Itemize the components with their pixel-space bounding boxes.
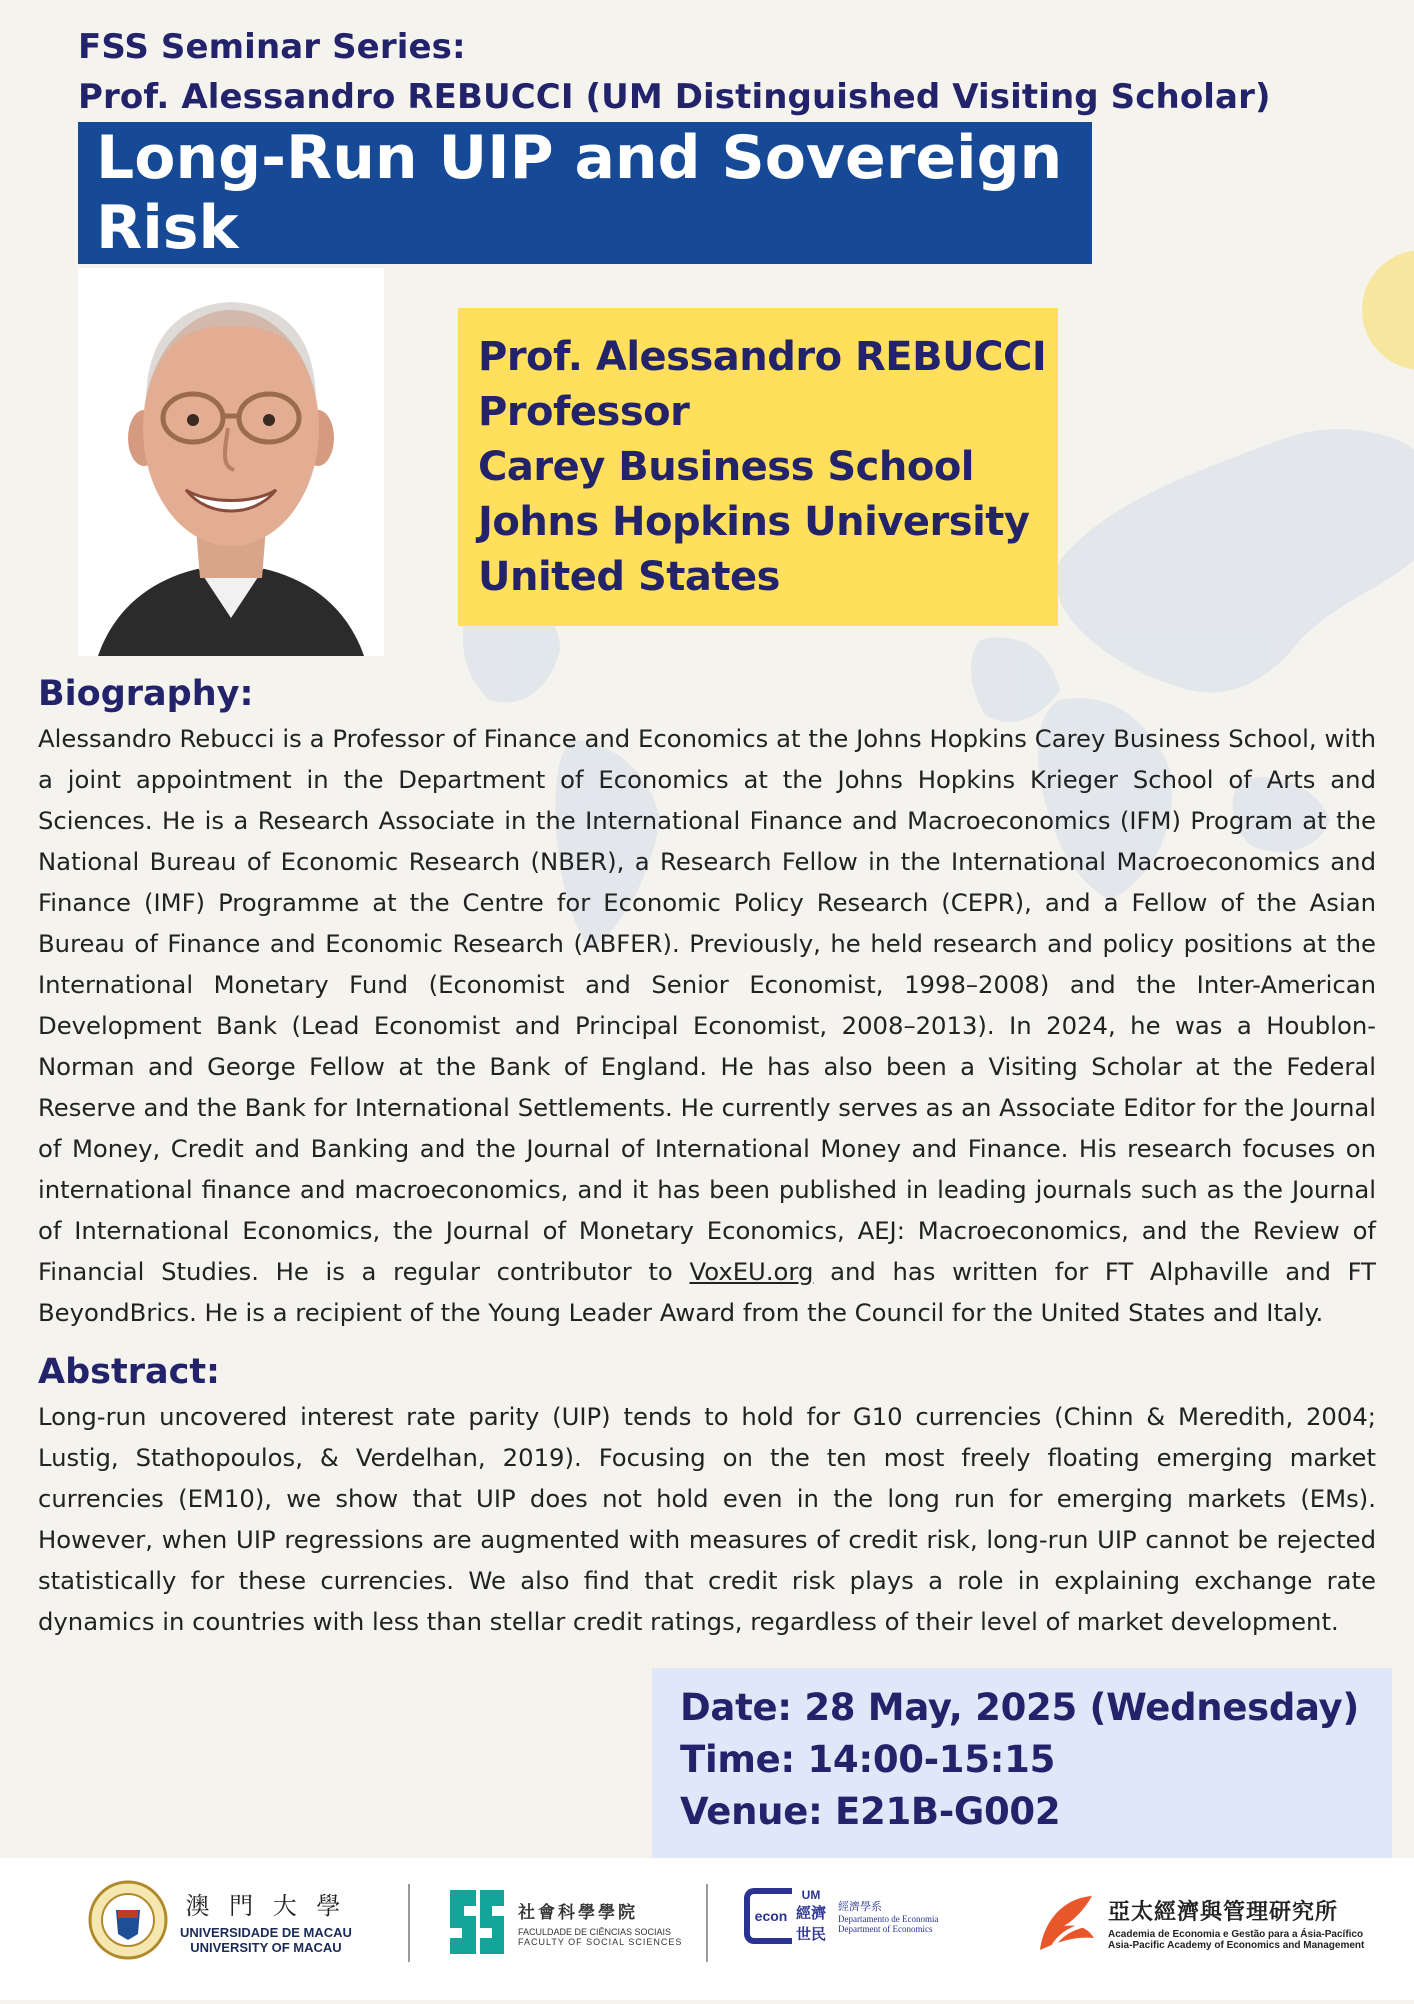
um-chinese-name: 澳 門 大 學: [185, 1891, 347, 1920]
um-logo: [88, 1880, 352, 1960]
econ-mark-icon: [744, 1888, 792, 1944]
abstract-heading: Abstract:: [38, 1352, 221, 1392]
fss-mark-icon: [446, 1886, 508, 1958]
um-english-name: UNIVERSITY OF MACAU: [190, 1939, 342, 1955]
speaker-name: Prof. Alessandro REBUCCI: [478, 334, 1047, 380]
apaem-portuguese-name: Academia de Economia e Gestão para a Ásia-Pacífico: [1108, 1929, 1364, 1940]
econ-chinese-dept: 經濟學系: [838, 1900, 883, 1913]
apaem-english-name: Asia-Pacific Academy of Economics and Management: [1108, 1940, 1365, 1951]
speaker-info-box: [458, 308, 1058, 626]
econ-chinese-b: 世民: [796, 1925, 827, 1943]
speaker-country: United States: [478, 554, 780, 600]
biography-heading: Biography:: [38, 674, 254, 714]
speaker-school: Carey Business School: [478, 444, 975, 490]
event-date: Date: 28 May, 2025 (Wednesday): [680, 1686, 1359, 1729]
apaem-mark-icon: [1034, 1890, 1098, 1956]
apaem-chinese-name: 亞太經濟與管理研究所: [1108, 1900, 1339, 1925]
footer-divider: [706, 1884, 708, 1962]
econ-mark-text: econ: [754, 1908, 788, 1924]
event-info-box: [652, 1668, 1392, 1858]
econ-um-label: UM: [801, 1888, 821, 1902]
title-banner: [78, 122, 1092, 264]
biography-text-part-1: Alessandro Rebucci is a Professor of Finance and Economics at the Johns Hopkins Carey Business School, with a joint appointment in the Department of Economics at the Johns Hopkins Krieger School of Arts and Sciences. He is a Research Associate in the International Finance and Macroeconomics (IFM) Program at the National Bureau of Economic Research (NBER), a Research Fellow in the International Macroeconomics and Finance (IMF) Programme at the Centre for Economic Policy Research (CEPR), and a Fellow of the Asian Bureau of Finance and Economic Research (ABFER). Previously, he held research and policy positions at the International Monetary Fund (Economist and Senior Economist, 1998–2008) and the Inter-American Development Bank (Lead Economist and Principal Economist, 2008–2013). In 2024, he was a Houblon-Norman and George Fellow at the Bank of England. He has also been a Visiting Scholar at the Federal Reserve and the Bank for International Settlements. He currently serves as an Associate Editor for the Journal of Money, Credit and Banking and the Journal of International Money and Finance. His research focuses on international finance and macroeconomics, and it has been published in leading journals such as the Journal of International Economics, the Journal of Monetary Economics, AEJ: Macroeconomics, and the Review of Financial Studies. He is a regular contributor to: [38, 724, 1376, 1286]
econ-chinese-a: 經濟: [796, 1904, 827, 1922]
fss-chinese-name: 社會科學學院: [518, 1902, 638, 1923]
header: [78, 22, 1271, 122]
voxeu-link[interactable]: VoxEU.org: [689, 1257, 814, 1286]
fss-logo: [446, 1886, 682, 1958]
econ-english-name: Department of Economics: [838, 1924, 933, 1934]
speaker-university: Johns Hopkins University: [478, 499, 1030, 545]
biography-text-part-2: and has written for FT Alphaville and FT BeyondBrics. He is a recipient of the Young Leader Award from the Council for the United States and Italy.: [38, 1257, 1377, 1327]
seminar-series-label: FSS Seminar Series:: [78, 27, 466, 67]
speaker-photo: [78, 268, 384, 656]
um-seal-icon: [88, 1880, 168, 1960]
footer-divider: [408, 1884, 410, 1962]
fss-english-name: FACULTY OF SOCIAL SCIENCES: [518, 1936, 683, 1947]
biography-text: [38, 718, 1376, 1333]
speaker-header-line: Prof. Alessandro REBUCCI (UM Distinguished Visiting Scholar): [78, 77, 1271, 117]
speaker-position: Professor: [478, 389, 690, 435]
event-time: Time: 14:00-15:15: [680, 1738, 1056, 1781]
fss-portuguese-name: FACULDADE DE CIÊNCIAS SOCIAIS: [518, 1926, 672, 1937]
abstract-text: Long-run uncovered interest rate parity (UIP) tends to hold for G10 currencies (Chinn & Meredith, 2004; Lustig, Stathopoulos, & Verdelhan, 2019). Focusing on the ten most freely floating emerging market currencies (EM10), we show that UIP does not hold even in the long run for emerging markets (EMs). However, when UIP regressions are augmented with measures of credit risk, long-run UIP cannot be rejected statistically for these currencies. We also find that credit risk plays a role in explaining exchange rate dynamics in countries with less than stellar credit ratings, regardless of their level of market development.: [38, 1402, 1376, 1636]
page-title: Long-Run UIP and Sovereign Risk: [96, 123, 1063, 263]
econ-logo: [744, 1888, 938, 1944]
apaem-logo: [1034, 1890, 1364, 1956]
event-venue: Venue: E21B-G002: [680, 1790, 1061, 1833]
um-portuguese-name: UNIVERSIDADE DE MACAU: [180, 1924, 352, 1940]
econ-portuguese-name: Departamento de Economia: [838, 1914, 939, 1924]
